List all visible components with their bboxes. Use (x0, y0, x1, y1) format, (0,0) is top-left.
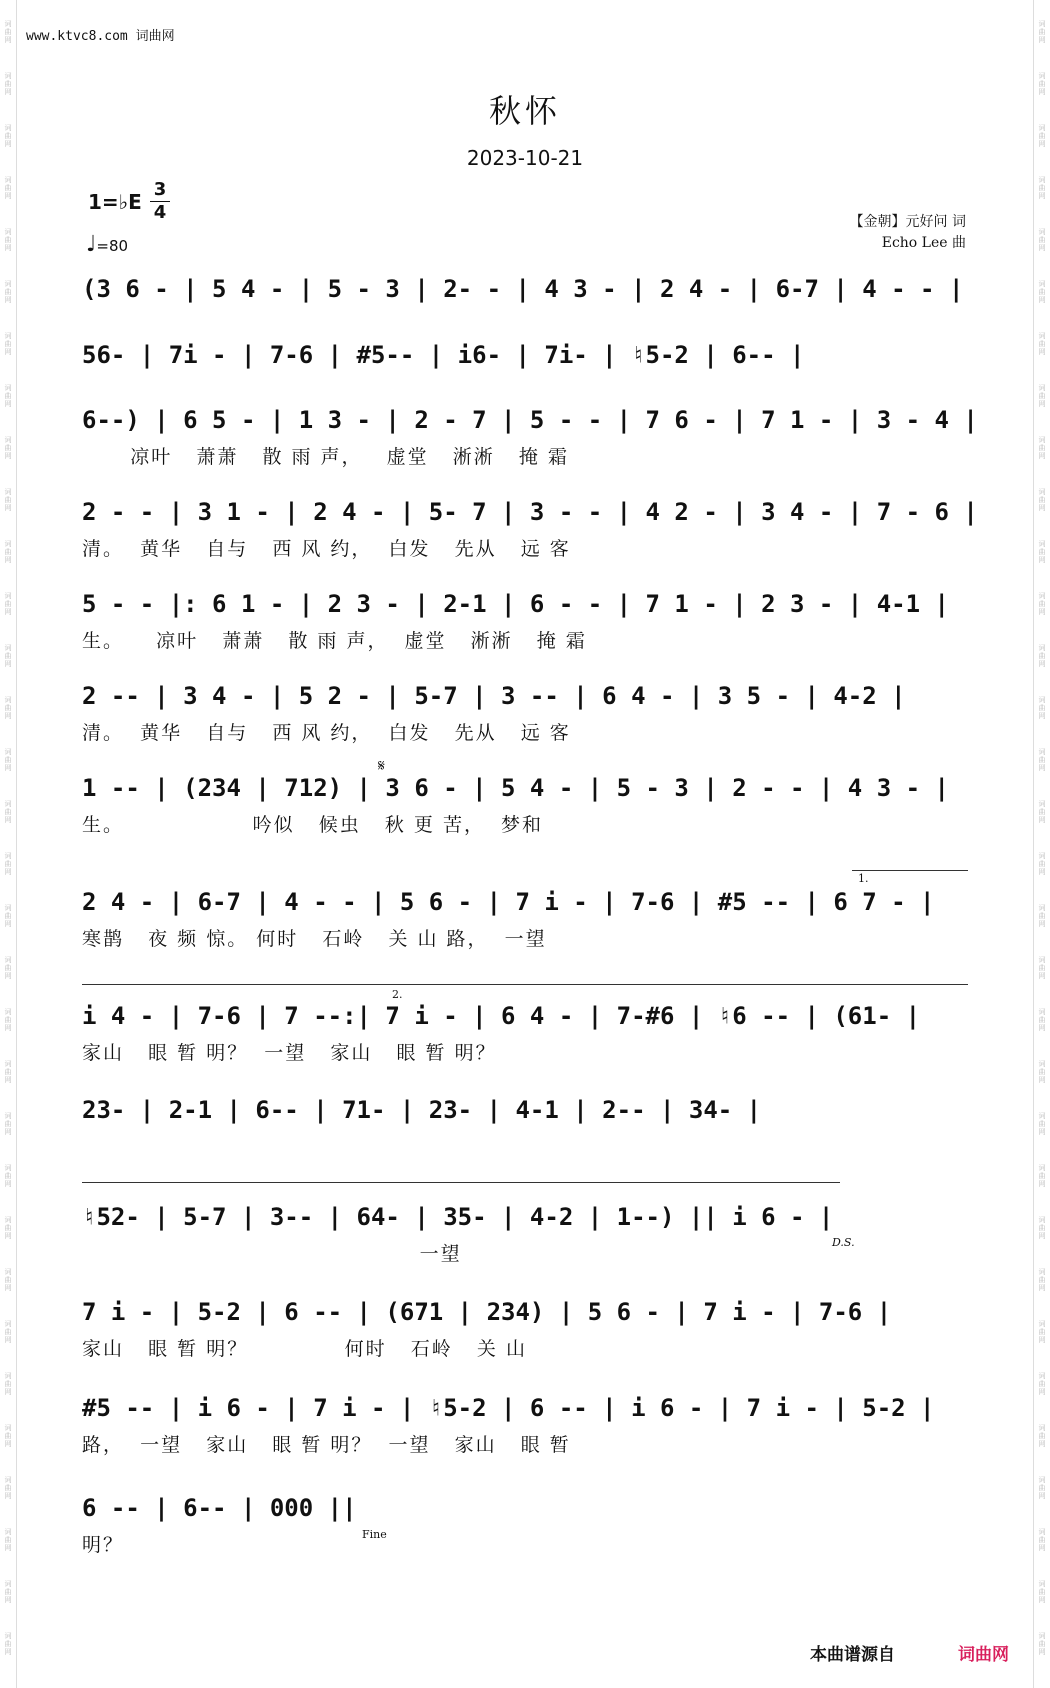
watermark-text: 词曲网 (1038, 956, 1046, 980)
watermark-text: 词曲网 (1038, 280, 1046, 304)
watermark-text: 词曲网 (1038, 540, 1046, 564)
time-bottom: 4 (153, 202, 167, 223)
score-row (82, 887, 968, 953)
lyric-line: 生。 吟似 候虫 秋 更 苦， 梦和 (82, 814, 544, 836)
watermark-text: 词曲网 (4, 1060, 12, 1084)
score-row (82, 1095, 968, 1161)
watermark-text: 词曲网 (1038, 72, 1046, 96)
watermark-text: 词曲网 (1038, 904, 1046, 928)
volta-2-label: 2. (392, 988, 403, 1001)
watermark-text: 词曲网 (1038, 176, 1046, 200)
notation-line: 5 - - |: 6 1 - | 2 3 - | 2-1 | 6 - - | 7 1 - | 2 3 - | 4-1 | (82, 590, 949, 618)
tempo-value: =80 (96, 237, 129, 255)
score-row (82, 1297, 968, 1363)
watermark-text: 词曲网 (4, 384, 12, 408)
watermark-text: 词曲网 (4, 1320, 12, 1344)
watermark-text: 词曲网 (1038, 488, 1046, 512)
watermark-text: 词曲网 (1038, 1112, 1046, 1136)
watermark-text: 词曲网 (4, 904, 12, 928)
watermark-text: 词曲网 (4, 800, 12, 824)
watermark-text: 词曲网 (4, 1216, 12, 1240)
score-row (82, 1202, 968, 1268)
watermark-text: 词曲网 (1038, 696, 1046, 720)
score-row (82, 497, 978, 563)
score-row (82, 340, 968, 406)
watermark-text: 词曲网 (4, 1528, 12, 1552)
watermark-text: 词曲网 (4, 1268, 12, 1292)
watermark-text: 词曲网 (1038, 800, 1046, 824)
fine-mark: Fine (362, 1528, 387, 1541)
notation-line: 1 -- | (234 | 712) | 3 6 - | 5 4 - | 5 - 3 | 2 - - | 4 3 - | (82, 774, 949, 802)
watermark-text: 词曲网 (1038, 852, 1046, 876)
watermark-text: 词曲网 (1038, 332, 1046, 356)
score-row (82, 681, 968, 747)
score-row (82, 773, 968, 839)
watermark-text: 词曲网 (4, 696, 12, 720)
lyric-line: 寒鹊 夜 频 惊。 何时 石岭 关 山 路， 一望 (82, 928, 547, 950)
watermark-text: 词曲网 (1038, 228, 1046, 252)
lyric-line: 清。 黄华 自与 西 风 约， 白发 先从 远 客 (82, 538, 571, 560)
watermark-text: 词曲网 (4, 72, 12, 96)
composer: Echo Lee 曲 (881, 235, 966, 251)
watermark-text: 词曲网 (1038, 1216, 1046, 1240)
footer-source: 本曲谱源自 (810, 1645, 895, 1665)
watermark-text: 词曲网 (1038, 384, 1046, 408)
watermark-text: 词曲网 (1038, 748, 1046, 772)
notation-line: (3 6 - | 5 4 - | 5 - 3 | 2- - | 4 3 - | 2 4 - | 6-7 | 4 - - | (82, 275, 964, 303)
notation-line: 23- | 2-1 | 6-- | 71- | 23- | 4-1 | 2-- | 34- | (82, 1096, 762, 1124)
watermark-text: 词曲网 (1038, 644, 1046, 668)
notation-line: 2 -- | 3 4 - | 5 2 - | 5-7 | 3 -- | 6 4 - | 3 5 - | 4-2 | (82, 682, 906, 710)
watermark-text: 词曲网 (4, 436, 12, 460)
watermark-text: 词曲网 (1038, 436, 1046, 460)
time-top: 3 (153, 179, 167, 200)
ds-mark: D.S. (832, 1236, 855, 1249)
lyric-line (82, 378, 968, 406)
watermark-text: 词曲网 (1038, 592, 1046, 616)
watermark-text: 词曲网 (4, 956, 12, 980)
quarter-note-icon: ♩ (86, 232, 97, 257)
watermark-text: 词曲网 (1038, 1008, 1046, 1032)
credits (850, 212, 966, 254)
watermark-text: 词曲网 (1038, 1424, 1046, 1448)
notation-line: 2 4 - | 6-7 | 4 - - | 5 6 - | 7 i - | 7-6 | #5 -- | 6 7 - | (82, 888, 935, 916)
time-signature (150, 180, 170, 223)
lyric-line: 家山 眼 暂 明？ 何时 石岭 关 山 (82, 1338, 527, 1360)
notation-line: 6--) | 6 5 - | 1 3 - | 2 - 7 | 5 - - | 7 6 - | 7 1 - | 3 - 4 | (82, 406, 978, 434)
score-row (82, 1001, 968, 1067)
watermark-text: 词曲网 (4, 124, 12, 148)
watermark-text: 词曲网 (4, 540, 12, 564)
right-watermark-strip (1033, 0, 1050, 1688)
watermark-text: 词曲网 (1038, 1372, 1046, 1396)
watermark-text: 词曲网 (1038, 1060, 1046, 1084)
key-signature: 1=♭E (88, 190, 142, 214)
watermark-text: 词曲网 (4, 748, 12, 772)
score-row (82, 405, 978, 471)
volta-1-label: 1. (858, 872, 869, 885)
notation-line: 56- | 7i - | 7-6 | #5-- | i6- | 7i- | ♮5-2 | 6-- | (82, 341, 805, 369)
watermark-text: 词曲网 (4, 592, 12, 616)
watermark-text: 词曲网 (1038, 124, 1046, 148)
watermark-text: 词曲网 (4, 1476, 12, 1500)
watermark-text: 词曲网 (4, 1164, 12, 1188)
watermark-text: 词曲网 (4, 488, 12, 512)
notation-line: i 4 - | 7-6 | 7 --:| 7 i - | 6 4 - | 7-#6 | ♮6 -- | (61- | (82, 1002, 921, 1030)
score-row (82, 1393, 968, 1459)
watermark-text: 词曲网 (4, 644, 12, 668)
footer-brand[interactable]: 词曲网 (958, 1645, 1009, 1665)
watermark-text: 词曲网 (4, 852, 12, 876)
watermark-text: 词曲网 (4, 1112, 12, 1136)
watermark-text: 词曲网 (1038, 1268, 1046, 1292)
lyric-line (82, 1133, 968, 1161)
lyricist: 【金朝】元好问 词 (849, 214, 966, 230)
lyric-line: 生。 凉叶 萧萧 散 雨 声， 虚堂 淅淅 掩 霜 (82, 630, 587, 652)
song-title: 秋怀 (488, 92, 561, 130)
watermark-text: 词曲网 (1038, 1164, 1046, 1188)
bracket-line (82, 1182, 840, 1183)
site-url[interactable]: www.ktvc8.com 词曲网 (26, 29, 175, 44)
tempo-marking (86, 232, 128, 257)
left-watermark-strip (0, 0, 17, 1688)
watermark-text: 词曲网 (1038, 1320, 1046, 1344)
lyric-line: 一望 (82, 1243, 462, 1265)
notation-line: 6 -- | 6-- | 000 || (82, 1494, 357, 1522)
notation-line: 2 - - | 3 1 - | 2 4 - | 5- 7 | 3 - - | 4 2 - | 3 4 - | 7 - 6 | (82, 498, 978, 526)
watermark-text: 词曲网 (1038, 1580, 1046, 1604)
watermark-text: 词曲网 (4, 1372, 12, 1396)
score-row (82, 274, 968, 340)
volta-1-bracket (852, 870, 968, 871)
lyric-line: 凉叶 萧萧 散 雨 声， 虚堂 淅淅 掩 霜 (82, 446, 569, 468)
lyric-line: 明？ (82, 1534, 125, 1556)
watermark-text: 词曲网 (4, 1008, 12, 1032)
segno-mark: 𝄋 (378, 756, 385, 775)
watermark-text: 词曲网 (4, 176, 12, 200)
notation-line: 7 i - | 5-2 | 6 -- | (671 | 234) | 5 6 - | 7 i - | 7-6 | (82, 1298, 892, 1326)
lyric-line: 路， 一望 家山 眼 暂 明？ 一望 家山 眼 暂 (82, 1434, 571, 1456)
watermark-text: 词曲网 (1038, 1632, 1046, 1656)
lyric-line: 清。 黄华 自与 西 风 约， 白发 先从 远 客 (82, 722, 571, 744)
watermark-text: 词曲网 (4, 20, 12, 44)
watermark-text: 词曲网 (4, 1424, 12, 1448)
song-date: 2023-10-21 (466, 146, 584, 170)
score-row (82, 1493, 968, 1559)
watermark-text: 词曲网 (4, 280, 12, 304)
watermark-text: 词曲网 (4, 1580, 12, 1604)
watermark-text: 词曲网 (4, 332, 12, 356)
watermark-text: 词曲网 (4, 228, 12, 252)
watermark-text: 词曲网 (1038, 20, 1046, 44)
volta-line (82, 984, 968, 985)
score-row (82, 589, 968, 655)
watermark-text: 词曲网 (1038, 1476, 1046, 1500)
watermark-text: 词曲网 (4, 1632, 12, 1656)
notation-line: ♮52- | 5-7 | 3-- | 64- | 35- | 4-2 | 1--) || i 6 - | (82, 1203, 834, 1231)
lyric-line: 家山 眼 暂 明？ 一望 家山 眼 暂 明？ (82, 1042, 497, 1064)
notation-line: #5 -- | i 6 - | 7 i - | ♮5-2 | 6 -- | i 6 - | 7 i - | 5-2 | (82, 1394, 935, 1422)
lyric-line (82, 312, 968, 340)
watermark-text: 词曲网 (1038, 1528, 1046, 1552)
